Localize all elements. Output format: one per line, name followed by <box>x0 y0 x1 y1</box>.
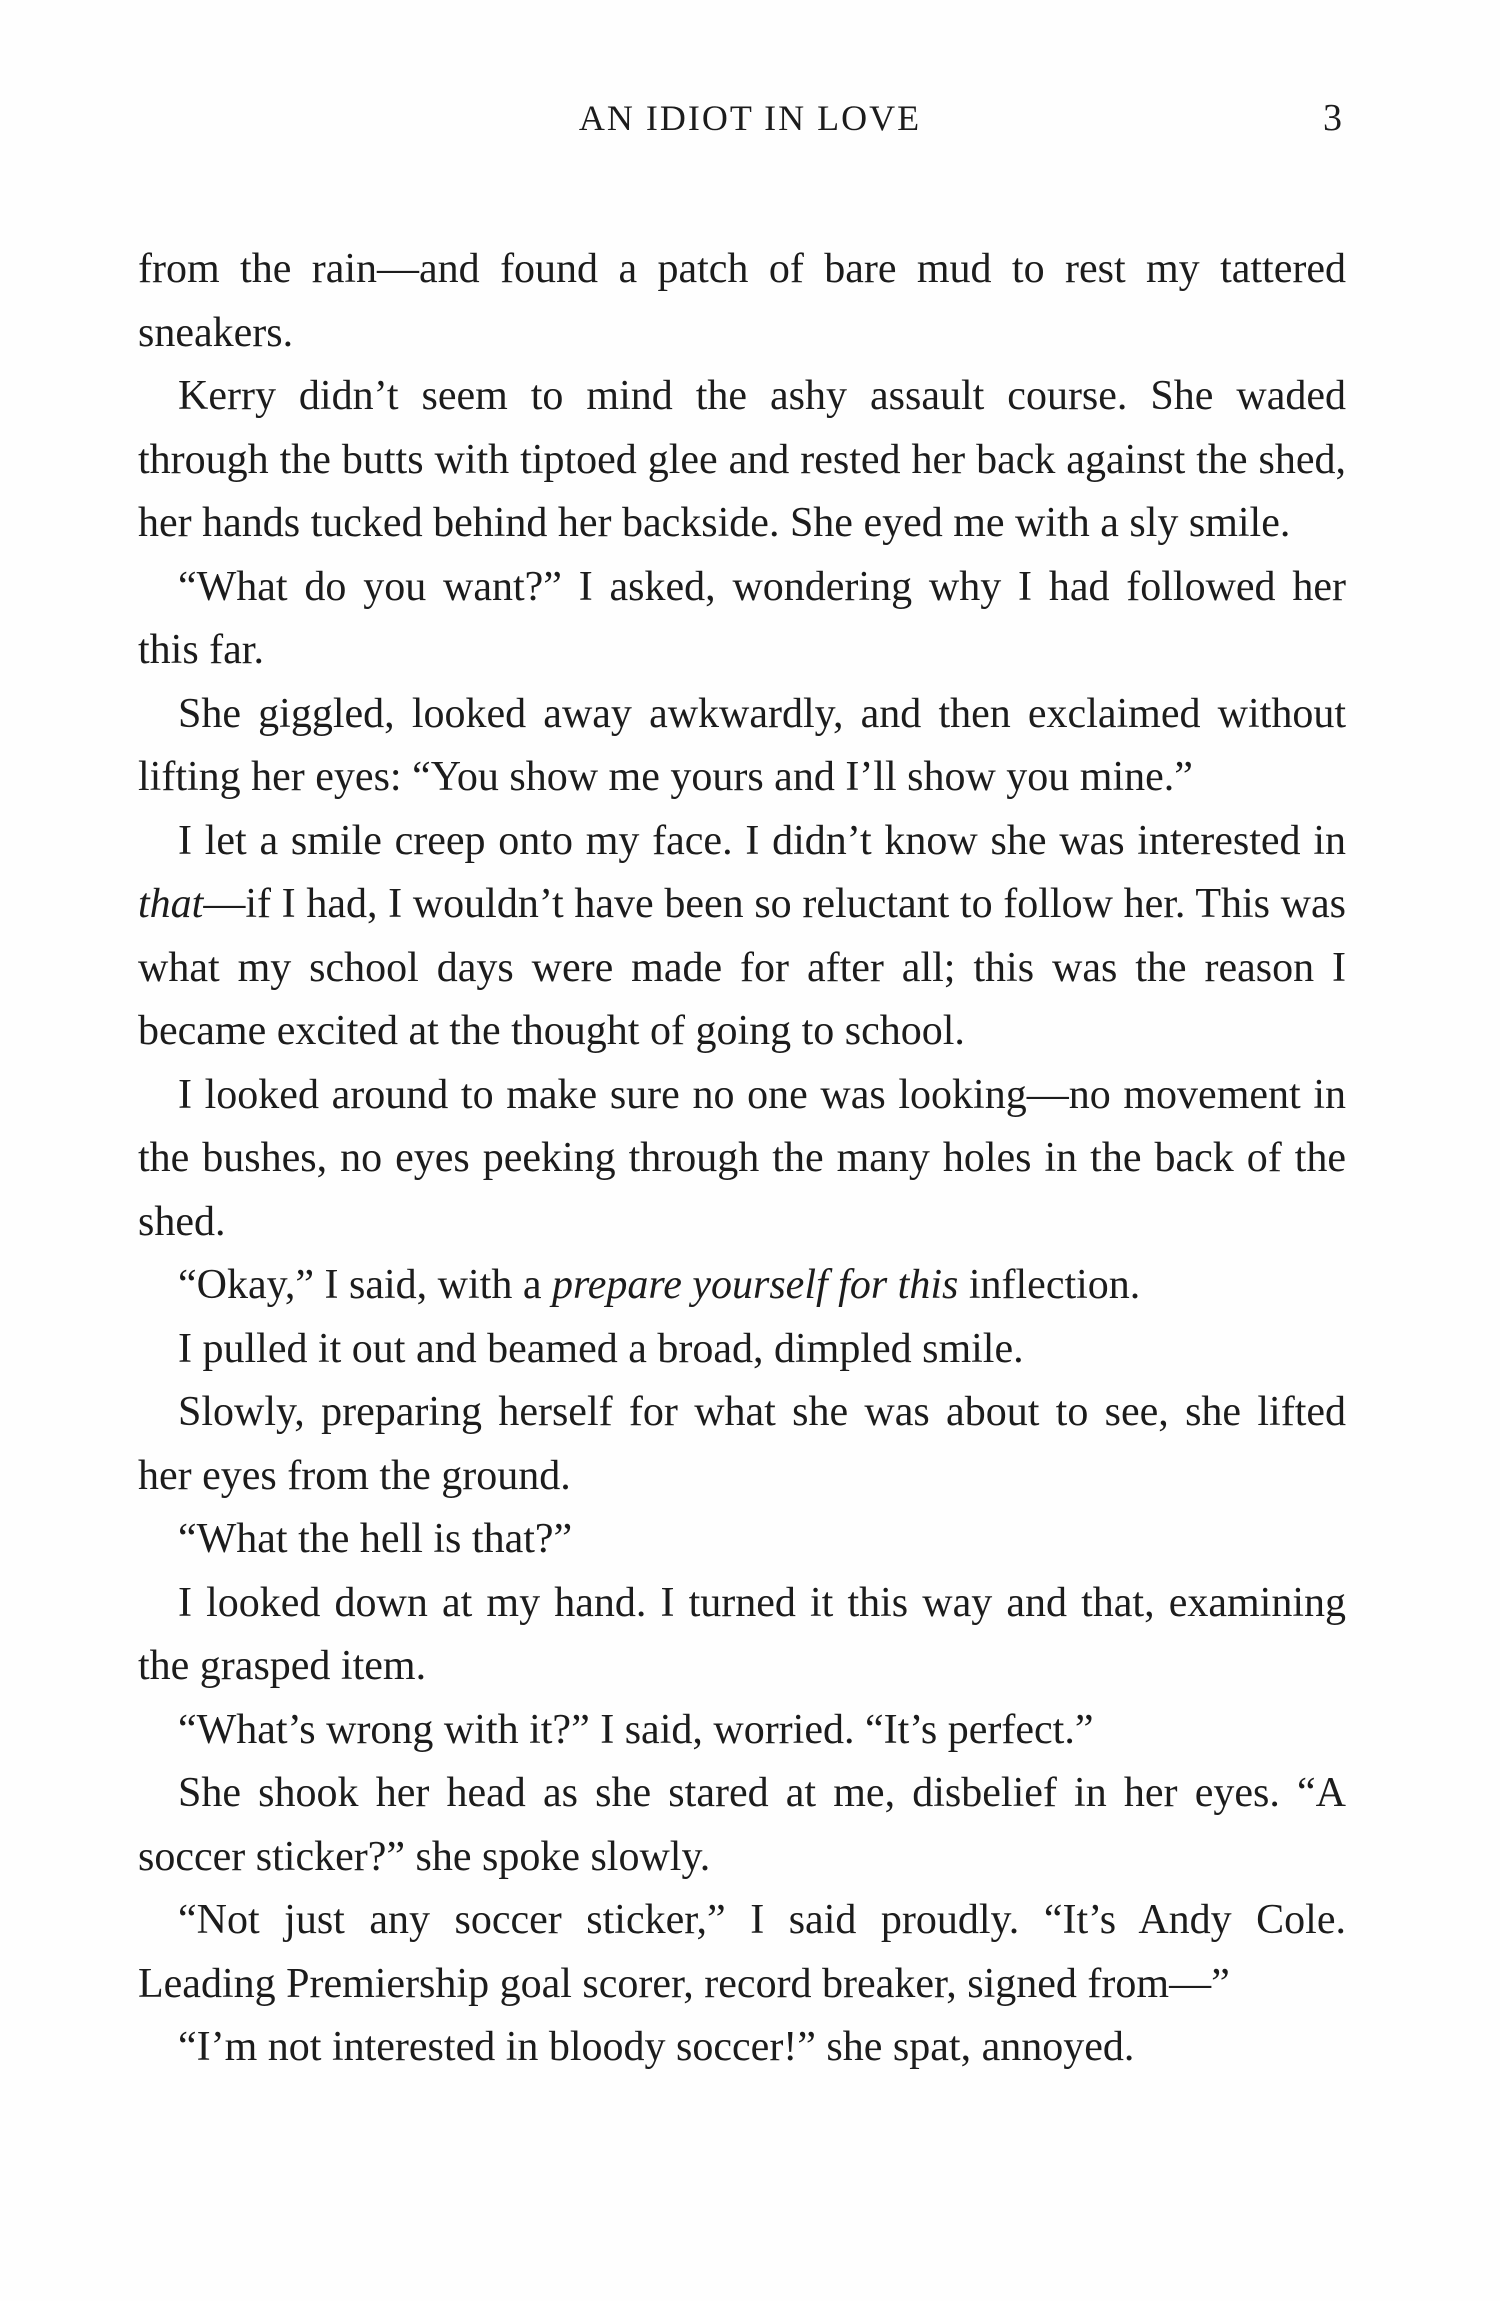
running-head <box>0 88 1500 148</box>
paragraph: “What the hell is that?” <box>178 1516 573 1562</box>
body-text <box>138 238 1346 2080</box>
paragraph: “What’s wrong with it?” I said, worried. “It’s perfect.” <box>178 1706 1094 1753</box>
paragraph: I let a smile creep onto my face. I didn’t know she was interested in that—if I had, I wouldn’t have been so reluctant to follow her. This was what my school days were made for after all; this was the reason I became excited at the thought of going to school. <box>138 817 1346 1054</box>
paragraph: “I’m not interested in bloody soccer!” she spat, annoyed. <box>178 2024 1135 2070</box>
paragraph: “Not just any soccer sticker,” I said proudly. “It’s Andy Cole. Leading Premiership goal scorer, record breaker, signed from—” <box>138 1897 1346 2007</box>
paragraph: I looked down at my hand. I turned it this way and that, examining the grasped item. <box>138 1579 1346 1689</box>
page-number: 3 <box>1323 97 1342 139</box>
paragraph: from the rain—and found a patch of bare mud to rest my tattered sneakers. <box>138 246 1346 356</box>
italic-emphasis: that <box>138 881 204 927</box>
paragraph: Kerry didn’t seem to mind the ashy assault course. She waded through the butts with tiptoed glee and rested her back against the shed, her hands tucked behind her backside. She eyed me with a sly smile. <box>138 373 1346 546</box>
paragraph: I pulled it out and beamed a broad, dimpled smile. <box>178 1325 1024 1372</box>
paragraph: I looked around to make sure no one was looking—no movement in the bushes, no eyes peeking through the many holes in the back of the shed. <box>138 1071 1346 1245</box>
italic-emphasis: prepare yourself for this <box>551 1262 959 1308</box>
running-title: AN IDIOT IN LOVE <box>578 98 922 138</box>
paragraph: “What do you want?” I asked, wondering why I had followed her this far. <box>138 563 1346 673</box>
paragraph: Slowly, preparing herself for what she was about to see, she lifted her eyes from the ground. <box>138 1389 1346 1499</box>
paragraph: She shook her head as she stared at me, disbelief in her eyes. “A soccer sticker?” she spoke slowly. <box>138 1770 1346 1880</box>
paragraph: “Okay,” I said, with a prepare yourself for this inflection. <box>178 1262 1141 1308</box>
paragraph: She giggled, looked away awkwardly, and then exclaimed without lifting her eyes: “You show me yours and I’ll show you mine.” <box>138 690 1346 800</box>
